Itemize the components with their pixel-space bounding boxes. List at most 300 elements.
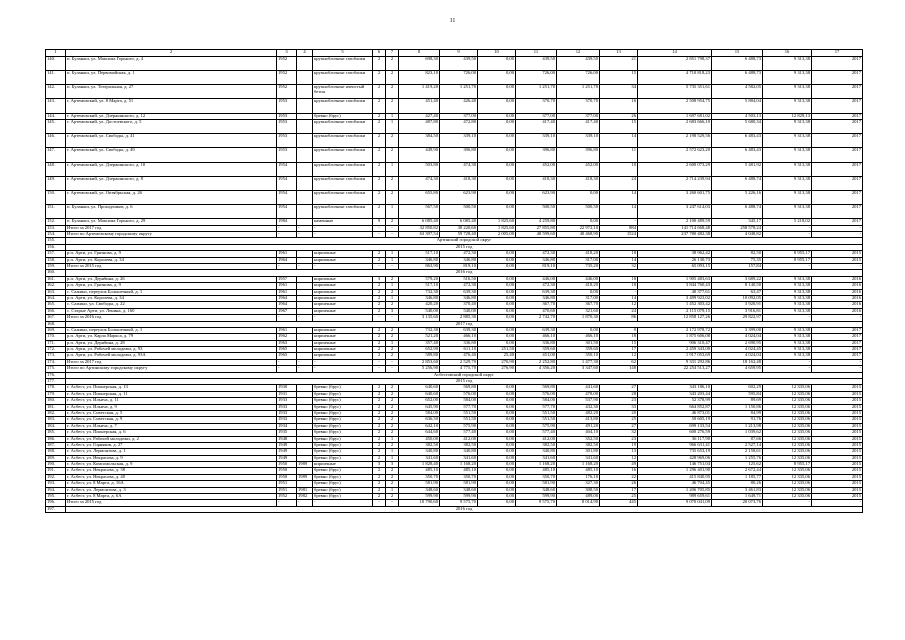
table-cell: 0,00 [478,205,516,219]
table-cell: 2015 [812,449,863,455]
table-cell: 352,50 [557,436,600,442]
table-cell: 472,80 [440,119,478,133]
table-cell: 2015 [812,462,863,468]
table-cell: 1948 [277,436,297,442]
table-cell: 577,40 [516,430,557,436]
table-cell: - [386,366,399,372]
table-cell: 0,00 [478,417,516,423]
table-cell: 276,90 [478,359,516,365]
table-cell: 441,60 [557,385,600,391]
table-cell: 2 [373,417,386,423]
column-number-cell: 15 [712,50,763,57]
table-cell: 2015 [812,494,863,500]
table-cell: 639,30 [440,327,478,333]
table-cell: 176,10 [557,474,600,480]
table-cell: 30 220,60 [440,225,478,231]
table-cell: 340,80 [516,449,557,455]
table-cell: 301,80 [557,449,600,455]
table-cell: 1965 [277,353,297,359]
table-cell: 339,10 [440,134,478,148]
table-cell: 1 [386,487,399,493]
address-cell: г. Асбест, ул. Некрасова, д. 40 [66,474,277,480]
table-cell: 2 [386,302,399,308]
table-cell: 4 024,45 [712,347,763,353]
table-cell: 1 [386,119,399,133]
table-cell: крупноблочные газоблоки [313,148,373,162]
table-cell: 699 133,54 [638,423,712,429]
table-cell: 18 [600,276,638,282]
table-cell: 24 [600,176,638,190]
address-cell: г. Асбест, ул. Некрасова, д. 9 [66,455,277,461]
table-cell: 3 [373,462,386,468]
table-cell: 9 313,38 [763,119,812,133]
table-cell: 417,40 [516,119,557,133]
table-cell: 2 [386,148,399,162]
section-heading-cell: 2016 год [66,506,863,512]
table-cell: 2 [386,410,399,416]
table-cell: 350,70 [399,474,440,480]
table-cell: 3 461,83 [712,487,763,493]
address-cell: г. Артемовский, ул. Дзержинского, д. 12 [66,113,277,119]
table-cell: 2 600 073,29 [638,162,712,176]
table-cell: 59 728,40 [440,232,478,238]
table-cell: 2 [386,404,399,410]
table-cell: 450,00 [399,436,440,442]
table-cell: 2015 [812,455,863,461]
table-cell: кирпичные [313,257,373,263]
table-cell: бревно (брус) [313,391,373,397]
table-cell: - [297,263,313,269]
table-cell: 418,30 [440,176,478,190]
table-row [46,70,863,84]
table-cell: 6 483,43 [712,148,763,162]
table-cell: 1957 [277,276,297,282]
row-number-cell: 163. [46,289,66,295]
table-cell: 367,70 [557,302,600,308]
housing-register-table [45,49,863,513]
table-cell: 1 [386,162,399,176]
table-cell: - [373,225,386,231]
table-cell: 427,40 [399,113,440,119]
row-number-cell: 161. [46,276,66,282]
table-cell: - [763,232,812,238]
table-cell: 346,80 [399,257,440,263]
table-cell: 370,70 [557,99,600,113]
table-cell: 478,00 [557,391,600,397]
table-cell: 14 [600,295,638,301]
table-cell: 2 [386,481,399,487]
table-cell: 0,00 [478,70,516,84]
table-cell: 9 313,38 [763,340,812,346]
table-cell: 474,30 [440,162,478,176]
address-cell: г. Асбест, ул. Лермонтова, д. 3 [66,487,277,493]
table-cell: 2 [373,430,386,436]
table-cell: 1 [386,113,399,119]
table-cell: 12 [600,353,638,359]
table-cell: 9 070 041,09 [638,500,712,506]
table-cell: - [373,315,386,321]
table-cell: крупноблочные газоблоки [313,205,373,219]
table-cell: 2015 [812,430,863,436]
table-cell: 2 [386,417,399,423]
table-cell: 2016 [812,295,863,301]
table-cell: 370,70 [516,99,557,113]
table-cell: - [373,359,386,365]
table-cell: 2 [373,289,386,295]
table-cell: 0,00 [478,340,516,346]
table-cell: 1934 [277,423,297,429]
table-cell: бревно (брус) [313,113,373,119]
column-number-cell: 4 [297,50,313,57]
table-cell: 15 [600,340,638,346]
table-cell: 655,80 [399,190,440,204]
row-number-cell: 179. [46,391,66,397]
table-cell: 6 085,40 [399,219,440,225]
table-cell: 341,60 [440,455,478,461]
row-number-cell: 174. [46,359,66,365]
row-number-cell: 178. [46,385,66,391]
table-cell: 9 313,38 [763,99,812,113]
table-cell: 1933 [277,404,297,410]
table-cell: 396,80 [557,148,600,162]
address-cell: Итого за 2015 год [66,500,277,506]
address-cell: р.п. Арти, ул. Королева, д. 34 [66,257,277,263]
table-cell: - [812,315,863,321]
column-number-cell: 9 [440,50,478,57]
table-cell: 63,47 [712,289,763,295]
table-cell: 2 [386,430,399,436]
row-number-cell: 185. [46,430,66,436]
table-cell: 2 714 239,94 [638,176,712,190]
address-cell: р.п. Арти, ул. Дерябина, д. 28 [66,340,277,346]
table-cell: 2 [373,70,386,84]
table-cell: 644,60 [399,430,440,436]
table-cell: 2 252,80 [516,359,557,365]
table-cell: 17 [600,487,638,493]
table-cell: 63 397,54 [399,232,440,238]
table-cell: 343 203,44 [638,391,712,397]
table-cell: 12 [600,455,638,461]
column-number-cell: 14 [638,50,712,57]
table-cell: бревно (брус) [313,417,373,423]
table-cell: 420,20 [399,302,440,308]
address-cell: г. Асбест, ул. Пионерская, д. 13 [66,385,277,391]
table-cell: 581,90 [399,481,440,487]
table-cell: - [763,500,812,506]
table-cell: 2017 [812,219,863,225]
table-cell: 989 659,61 [638,494,712,500]
table-cell: 75,35 [712,257,763,263]
table-cell: 2015 [812,417,863,423]
table-cell: 602,29 [712,385,763,391]
row-number-cell: 195. [46,494,66,500]
row-number-cell: 182. [46,410,66,416]
row-number-cell: 186. [46,436,66,442]
table-cell: 1961 [277,327,297,333]
table-cell: 157,84 [712,263,763,269]
table-cell: - [297,225,313,231]
row-number-cell: 196. [46,500,66,506]
table-cell: 1952 [277,85,297,99]
table-cell: 65 093,15 [638,263,712,269]
table-cell: 9 313,38 [763,162,812,176]
table-cell: 12 335,06 [763,423,812,429]
table-cell: 2 [373,347,386,353]
address-cell: г. Асбест, ул. Рабочей молодежи, д. 2 [66,436,277,442]
table-cell: 12 335,06 [763,404,812,410]
table-cell: 1 168,20 [440,462,478,468]
table-cell: 28 [600,391,638,397]
table-cell [297,99,313,113]
table-cell: 27 [600,385,638,391]
table-cell: бревно (брус) [313,442,373,448]
table-cell: 6 483,43 [712,134,763,148]
table-cell: 382,50 [399,442,440,448]
table-cell: крупноблочные газоблоки [313,162,373,176]
table-cell: 2 [373,334,386,340]
table-row [46,190,863,204]
table-cell: 14 [600,205,638,219]
table-row [46,162,863,176]
table-cell: 2 198 529,56 [638,134,712,148]
table-cell: 503,80 [399,162,440,176]
address-cell: г. Артемовский, ул. Свободы, д. 41 [66,134,277,148]
table-cell: 2016 [812,308,863,314]
table-cell: 339,10 [516,134,557,148]
table-cell: 0,00 [478,176,516,190]
table-cell: 446,00 [516,276,557,282]
table-cell: 21 [600,56,638,70]
table-cell: - [277,263,297,269]
table-cell: 2 [386,334,399,340]
table-cell [297,119,313,133]
table-cell: 551,50 [440,417,478,423]
table-cell: 2 [373,455,386,461]
table-cell: 23 [600,436,638,442]
table-cell: 10 [600,162,638,176]
table-cell: 2017 [812,70,863,84]
row-number-cell: 175. [46,366,66,372]
table-cell: 49 [600,462,638,468]
table-cell: 2 [373,308,386,314]
table-cell: 595,84 [712,391,763,397]
row-number-cell: 197. [46,506,66,512]
table-cell: 86 [600,315,638,321]
table-cell: 301,50 [557,340,600,346]
table-cell: 2 [386,423,399,429]
table-cell: 567,50 [399,205,440,219]
table-cell: 9 313,38 [763,302,812,308]
table-cell: бревно (брус) [313,455,373,461]
table-cell: 819,10 [440,263,478,269]
table-cell: 2 [373,468,386,474]
table-cell: 25 [600,494,638,500]
table-cell: 2015 [812,391,863,397]
address-cell: Итого по Артинскому городскому округу [66,366,277,372]
table-cell: 2 [386,70,399,84]
table-cell: 2 [373,481,386,487]
table-cell: - [386,232,399,238]
table-row [46,85,863,99]
table-cell: 1 150,86 [712,404,763,410]
table-cell: 339,10 [557,134,600,148]
table-cell: 1935 [277,430,297,436]
table-cell: 726,00 [516,70,557,84]
table-cell: 13 [600,449,638,455]
table-cell: 82,50 [712,251,763,257]
table-cell: - [313,500,373,506]
table-cell: 0,00 [478,404,516,410]
table-cell: 1950 [277,462,297,468]
table-cell: 2 [373,190,386,204]
page-number: 11 [449,18,456,24]
table-cell: 823,10 [399,70,440,84]
table-cell: 4 710 818,23 [638,70,712,84]
table-cell [297,176,313,190]
table-cell: 449,90 [399,148,440,162]
address-cell: с. Сажино, ул. Свободы, д. 22 [66,302,277,308]
row-number-cell: 171. [46,340,66,346]
table-cell: 125,62 [712,462,763,468]
table-cell: каменные [313,219,373,225]
table-cell: 540,00 [399,308,440,314]
table-cell: 2 508 954,75 [638,99,712,113]
table-cell: 348,60 [516,487,557,493]
table-cell: 327,30 [557,481,600,487]
table-cell: 10 790,60 [399,500,440,506]
table-cell: 4 048,82 [712,232,763,238]
table-cell: 22 254 513,27 [638,366,712,372]
row-number-cell: 177. [46,379,66,385]
table-cell: 551,50 [440,410,478,416]
table-cell: 14 [600,190,638,204]
table-cell: 2 172 978,72 [638,327,712,333]
table-cell: 2 [386,327,399,333]
table-cell: 12 335,06 [763,487,812,493]
table-cell: 0,00 [478,85,516,99]
table-cell: 341,60 [399,455,440,461]
table-cell: 0,00 [478,474,516,480]
table-cell: крупноблочные газоблоки [313,99,373,113]
table-cell: 1952 [277,56,297,70]
table-cell: крупноблочные газоблоки [313,176,373,190]
column-number-cell: 7 [386,50,399,57]
table-cell: 3 [373,276,386,282]
table-cell: 1 649,71 [712,494,763,500]
address-cell: р.п. Арти, ул. Грязнова, д. 9 [66,251,277,257]
table-cell: 3 347,60 [557,366,600,372]
table-cell: 148 [600,366,638,372]
table-cell: 4 024,04 [712,353,763,359]
table-cell: 396,80 [440,148,478,162]
address-cell: г. Асбест, ул. Пионерская, д. 11 [66,391,277,397]
table-cell: 577,70 [516,404,557,410]
table-cell: 482,20 [557,410,600,416]
table-cell: 517,10 [399,251,440,257]
table-cell: 589,80 [399,353,440,359]
table-cell: 0,00 [478,423,516,429]
table-cell: 2 [373,251,386,257]
column-number-cell: 16 [763,50,812,57]
table-cell: 22 972,10 [557,225,600,231]
table-cell: 2 [373,410,386,416]
table-cell: 12 335,06 [763,468,812,474]
table-cell: кирпичные [313,353,373,359]
table-cell: бревно (брус) [313,404,373,410]
table-cell: 2017 [812,56,863,70]
table-cell: 5 735 351,61 [638,85,712,99]
table-cell: - [277,359,297,365]
table-cell: 500,50 [516,205,557,219]
table-cell: 12 335,06 [763,410,812,416]
table-cell: 2015 [812,442,863,448]
table-cell: 89,69 [712,398,763,404]
table-cell: 966 631,41 [638,442,712,448]
table-cell: 8 140,50 [712,283,763,289]
table-cell: 3 844 760,43 [638,283,712,289]
address-cell: Итого за 2016 год [66,315,277,321]
address-cell: Итого за 2015 год [66,263,277,269]
table-cell: 9 313,38 [763,134,812,148]
table-cell: 2 [373,113,386,119]
table-cell: 27 [600,423,638,429]
table-cell: - [386,263,399,269]
table-cell: 487,80 [399,119,440,133]
table-cell: 1 825,60 [478,225,516,231]
table-cell: 611,10 [440,347,478,353]
table-cell: 0,00 [478,327,516,333]
row-number-cell: 189. [46,455,66,461]
address-cell: р.п. Арти, ул. Рабочей молодежи, д. 93 [66,347,277,353]
table-cell: - [763,366,812,372]
row-number-cell: 170. [46,334,66,340]
table-cell: 26 [600,481,638,487]
table-cell: 439,50 [440,56,478,70]
table-cell: 2 853,60 [399,359,440,365]
table-cell: 491,20 [557,423,600,429]
table-cell: 1930 [277,385,297,391]
table-cell: 735,20 [557,263,600,269]
row-number-cell: 168. [46,321,66,327]
address-cell: р.п. Арти, ул. Грязнова, д. 9 [66,283,277,289]
table-cell: 2 [386,289,399,295]
table-cell: - [277,232,297,238]
table-cell: 24 [600,308,638,314]
table-cell: 2 [373,327,386,333]
table-cell: 599,90 [399,494,440,500]
row-number-cell: 155. [46,238,66,244]
table-cell: 2 [373,494,386,500]
table-cell: 2015 [812,474,863,480]
table-cell: 426,40 [440,99,478,113]
column-number-cell: 8 [399,50,440,57]
table-cell: 40 377,61 [638,289,712,295]
table-cell: 2 [373,340,386,346]
table-cell: 359,60 [516,347,557,353]
row-number-cell: 176. [46,372,66,378]
table-cell: 1989 [297,474,313,480]
table-cell: 87,66 [712,436,763,442]
table-cell: 2 459 343,00 [638,347,712,353]
table-cell: крупноблочные газоблоки [313,119,373,133]
table-cell: бревно (брус) [313,410,373,416]
table-cell: 418,30 [516,176,557,190]
table-cell: 0,00 [478,430,516,436]
table-cell: 413,80 [557,417,600,423]
table-cell: 577,70 [440,404,478,410]
table-cell: бревно (брус) [313,385,373,391]
column-number-cell: 6 [373,50,386,57]
